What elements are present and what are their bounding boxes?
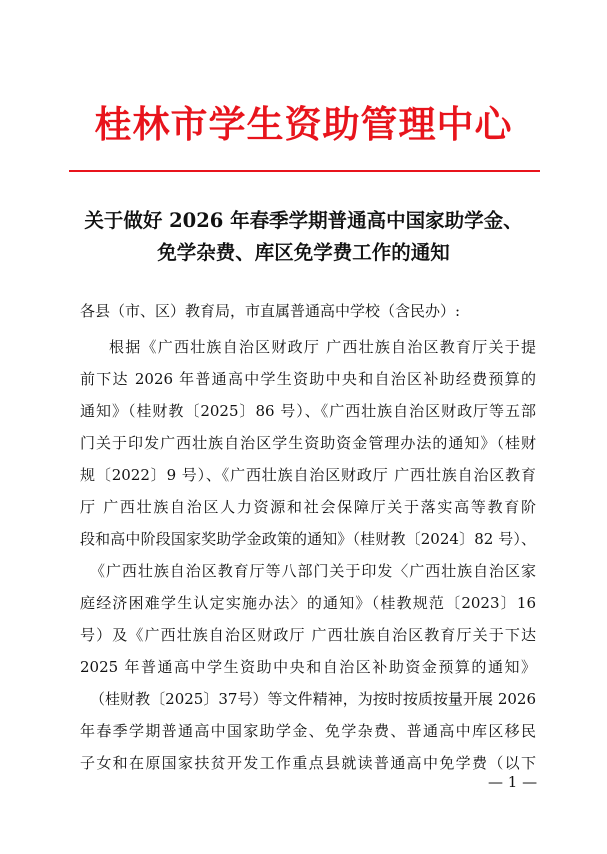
body-line: 厅 广西壮族自治区人力资源和社会保障厅关于落实高等教育阶: [80, 498, 536, 516]
addressee: 各县（市、区）教育局，市直属普通高中学校（含民办）:: [80, 302, 461, 320]
body-line: 门关于印发广西壮族自治区学生资助资金管理办法的通知》（桂财: [80, 434, 536, 452]
body-line: 根据《广西壮族自治区财政厅 广西壮族自治区教育厅关于提: [109, 338, 536, 356]
body-line: 前下达 2026 年普通高中学生资助中央和自治区补助经费预算的: [80, 370, 536, 388]
letterhead-rule: [69, 170, 540, 172]
body-line: 子女和在原国家扶贫开发工作重点县就读普通高中免学费（以下: [80, 754, 536, 772]
body-line: 庭经济困难学生认定实施办法〉的通知》（桂教规范〔2023〕16: [80, 594, 536, 612]
body-line: 段和高中阶段国家奖助学金政策的通知》（桂财教〔2024〕82 号）、: [80, 530, 536, 548]
title-line-1: 关于做好 2026 年春季学期普通高中国家助学金、: [84, 209, 523, 232]
body-line: 规〔2022〕9 号）、《广西壮族自治区财政厅 广西壮族自治区教育: [80, 466, 536, 484]
body-line: 号）及《广西壮族自治区财政厅 广西壮族自治区教育厅关于下达: [80, 626, 536, 644]
letterhead: 桂林市学生资助管理中心: [94, 103, 513, 146]
body-line: 通知》（桂财教〔2025〕86 号）、《广西壮族自治区财政厅等五部: [80, 402, 536, 420]
body-line: 《广西壮族自治区教育厅等八部门关于印发〈广西壮族自治区家: [90, 562, 536, 580]
body-line: （桂财教〔2025〕37号）等文件精神，为按时按质按量开展 2026: [90, 690, 536, 708]
body-line: 2025 年普通高中学生资助中央和自治区补助资金预算的通知》: [80, 658, 536, 676]
body-line: 年春季学期普通高中国家助学金、免学杂费、普通高中库区移民: [80, 722, 536, 740]
title-line-2: 免学杂费、库区免学费工作的通知: [157, 241, 450, 264]
page-number: — 1 —: [488, 773, 538, 791]
